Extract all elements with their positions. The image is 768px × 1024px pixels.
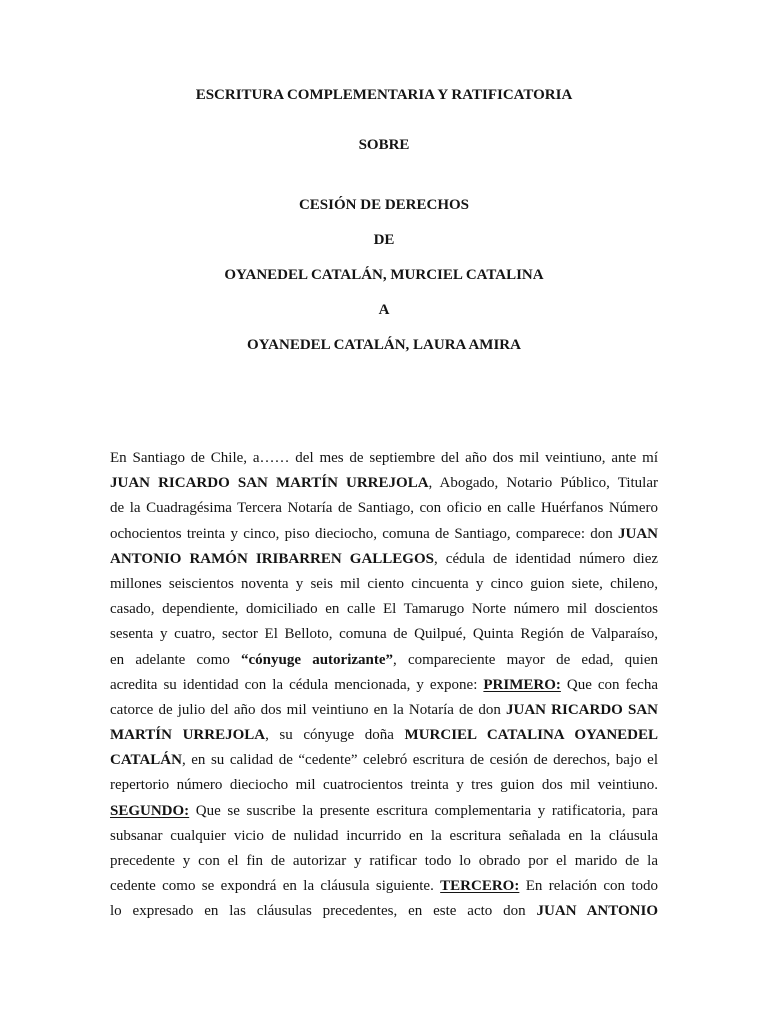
bold-text: MURCIEL CATALINA OYANEDEL — [404, 727, 658, 744]
text-segment: repertorio número dieciocho mil cuatrocientos treinta y tres guion dos mil veintiuno. — [110, 777, 658, 794]
bold-text: JUAN — [618, 525, 658, 542]
body-line — [110, 849, 658, 874]
text-segment: , su cónyuge doña — [265, 727, 405, 744]
text-segment: , Abogado, Notario Público, Titular — [428, 475, 658, 492]
body-line — [110, 597, 658, 622]
text-segment: acredita su identidad con la cédula mencionada, y expone: — [110, 676, 484, 693]
body-line — [110, 824, 658, 849]
text-segment: catorce de julio del año dos mil veintiuno en la Notaría de don — [110, 701, 507, 718]
body-line — [110, 899, 658, 924]
text-segment: en adelante como — [110, 651, 242, 668]
text-segment: de la Cuadragésima Tercera Notaría de Santiago, con oficio en calle Huérfanos Número — [110, 500, 658, 517]
body-line — [110, 723, 658, 748]
document-title: ESCRITURA COMPLEMENTARIA Y RATIFICATORIA — [195, 87, 573, 103]
body-line — [110, 773, 658, 798]
body-line — [110, 547, 658, 572]
bold-text: JUAN RICARDO SAN — [506, 701, 658, 718]
text-segment: En relación con todo — [519, 878, 658, 895]
title-subject: CESIÓN DE DERECHOS — [298, 197, 470, 213]
text-segment: ochocientos treinta y cinco, piso dieciocho, comuna de Santiago, comparece: don — [110, 525, 618, 542]
clause-heading: PRIMERO: — [483, 676, 561, 693]
text-segment: Que se suscribe la presente escritura complementaria y ratificatoria, para — [189, 802, 658, 819]
text-segment: Que con fecha — [560, 676, 658, 693]
bold-text: JUAN RICARDO SAN MARTÍN URREJOLA — [110, 475, 429, 492]
body-line — [110, 799, 658, 824]
text-segment: millones seiscientos noventa y seis mil ciento cincuenta y cinco guion siete, chileno, — [110, 575, 658, 592]
body-paragraph — [110, 446, 658, 925]
body-line — [110, 874, 658, 899]
body-line — [110, 471, 658, 496]
title-connector-sobre: SOBRE — [358, 137, 410, 153]
title-cesionaria-name: OYANEDEL CATALÁN, LAURA AMIRA — [247, 337, 521, 353]
text-segment: cedente como se expondrá en la cláusula siguiente. — [110, 878, 441, 895]
body-line — [110, 522, 658, 547]
text-segment: precedente y con el fin de autorizar y ratificar todo lo obrado por el marido de la — [110, 853, 658, 869]
text-segment: , en su calidad de “cedente” celebró escritura de cesión de derechos, bajo el — [181, 752, 658, 769]
bold-text: JUAN ANTONIO — [536, 903, 658, 920]
title-connector-a: A — [378, 302, 390, 318]
text-segment: casado, dependiente, domiciliado en calle El Tamarugo Norte número mil doscientos — [110, 601, 658, 618]
text-segment: En Santiago de Chile, a…… del mes de septiembre del año dos mil veintiuno, ante mí — [110, 450, 658, 466]
body-line — [110, 496, 658, 521]
bold-text: CATALÁN — [110, 752, 182, 769]
title-connector-de: DE — [373, 232, 395, 248]
text-segment: , compareciente mayor de edad, quien — [393, 651, 658, 668]
body-line — [110, 748, 658, 773]
body-line — [110, 698, 658, 723]
bold-text: “cónyuge autorizante” — [241, 651, 394, 668]
bold-text: MARTÍN URREJOLA — [110, 727, 266, 744]
text-segment: sesenta y cuatro, sector El Belloto, comuna de Quilpué, Quinta Región de Valparaíso, — [110, 626, 658, 643]
text-segment: lo expresado en las cláusulas precedentes, en este acto don — [110, 903, 537, 920]
clause-heading: SEGUNDO: — [110, 802, 190, 819]
body-line — [110, 446, 658, 471]
body-line — [110, 648, 658, 673]
text-segment: , cédula de identidad número diez — [433, 550, 658, 567]
body-line — [110, 673, 658, 698]
bold-text: ANTONIO RAMÓN IRIBARREN GALLEGOS — [110, 550, 434, 567]
text-segment: subsanar cualquier vicio de nulidad incurrido en la escritura señalada en la cláusula — [110, 827, 658, 844]
body-line — [110, 622, 658, 647]
title-cedente-name: OYANEDEL CATALÁN, MURCIEL CATALINA — [224, 267, 544, 283]
clause-heading: TERCERO: — [440, 878, 520, 895]
body-line — [110, 572, 658, 597]
